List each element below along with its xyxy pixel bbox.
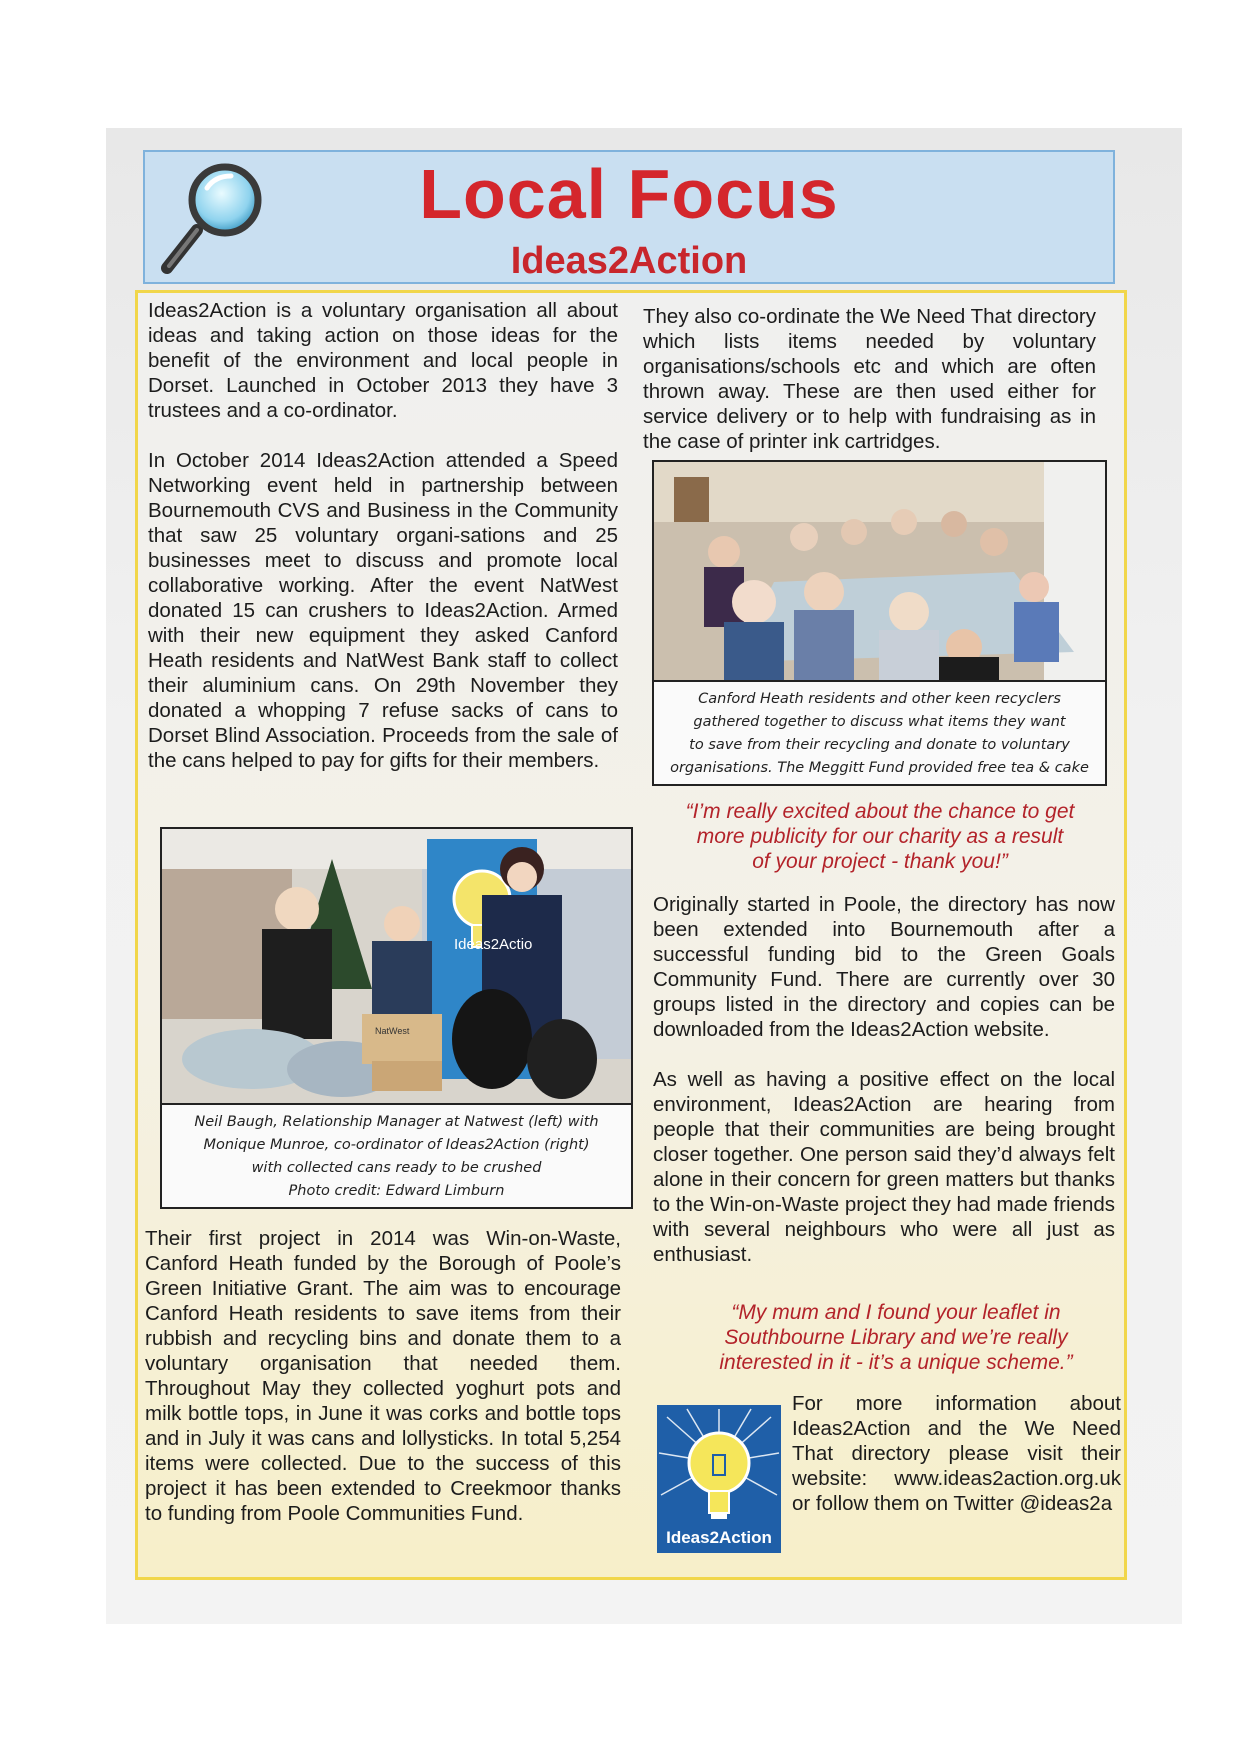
caption-line: Monique Munroe, co-ordinator of Ideas2Action (right): [203, 1137, 590, 1153]
caption-line: to save from their recycling and donate to voluntary: [689, 737, 1070, 753]
recyclers-photo: [652, 460, 1107, 682]
caption-line: with collected cans ready to be crushed: [251, 1160, 542, 1176]
caption-line: Canford Heath residents and other keen recyclers: [698, 691, 1061, 707]
box-label-text: NatWest: [375, 1026, 410, 1036]
paragraph-win-on-waste: Their first project in 2014 was Win-on-Waste, Canford Heath funded by the Borough of Poole’s Green Initiative Grant. The aim was to encourage Canford Heath residents to save items from their rubbish and recycling bins and donate them to a voluntary organisation that needed them. Throughout May they collected yoghurt pots and milk bottle tops, in June it was corks and bottle tops and in July it was cans and lollysticks. In total 5,254 items were collected. Due to the success of this project it has been extended to Creekmoor thanks to funding from Poole Communities Fund.: [145, 1227, 621, 1525]
left-column-project: [145, 1226, 621, 1551]
paragraph-we-need-that: They also co-ordinate the We Need That directory which lists items needed by voluntary organisations/schools etc and which are often thrown away. These are then used either for service delivery or to help with fundraising as in the case of printer ink cartridges.: [643, 305, 1096, 453]
quote-charity: [660, 799, 1100, 874]
paragraph-bournemouth-expansion: Originally started in Poole, the directory has now been extended into Bournemouth after a successful funding bid to the Green Goals Community Fund. There are currently over 30 groups listed in the directory and copies can be downloaded from the Ideas2Action website.: [653, 893, 1115, 1041]
recyclers-photo-caption: [652, 680, 1107, 786]
quote-line: interested in it - it’s a unique scheme.”: [719, 1351, 1073, 1374]
paragraph-community-effect: As well as having a positive effect on the local environment, Ideas2Action are hearing from people that their communities are being brought closer together. One person said they’d always felt alone in their concern for green matters but thanks to the Win-on-Waste project they had made friends with several neighbours who were all just as enthusiast.: [653, 1068, 1115, 1266]
quote-line: of your project - thank you!”: [752, 850, 1008, 873]
quote-line: Southbourne Library and we’re really: [724, 1326, 1068, 1349]
caption-line: Neil Baugh, Relationship Manager at Natwest (left) with: [194, 1114, 599, 1130]
left-column-intro: [148, 298, 618, 798]
caption-line: organisations. The Meggitt Fund provided free tea & cake: [670, 760, 1089, 776]
paragraph-intro: Ideas2Action is a voluntary organisation all about ideas and taking action on those ideas for the benefit of the environment and local people in Dorset. Launched in October 2013 they have 3 trustees and a co-ordinator.: [148, 299, 618, 422]
natwest-photo-caption: [160, 1103, 633, 1209]
natwest-photo: [160, 827, 633, 1105]
right-column-growth: [653, 892, 1115, 1292]
quote-line: “My mum and I found your leaflet in: [731, 1301, 1061, 1324]
header-banner: [143, 150, 1115, 284]
paragraph-speed-networking: In October 2014 Ideas2Action attended a Speed Networking event held in partnership between Bournemouth CVS and Business in the Community that saw 25 voluntary organi-sations and 25 businesses meet to discuss and promote local collaborative working. After the event NatWest donated 15 can crushers to Ideas2Action. Armed with their new equipment they asked Canford Heath residents and NatWest Bank staff to collect their aluminium cans. On 29th November they donated a whopping 7 refuse sacks of cans to Dorset Blind Association. Proceeds from the sale of the cans helped to pay for gifts for their members.: [148, 449, 618, 772]
paragraph-contact: For more information about Ideas2Action and the We Need That directory please visit their website: www.ideas2action.org.uk or follow them on Twitter @ideas2a: [792, 1392, 1121, 1515]
quote-southbourne: [676, 1300, 1116, 1375]
ideas2action-logo: [657, 1405, 781, 1553]
contact-info: [792, 1391, 1121, 1541]
logo-text: Ideas2Action: [666, 1528, 772, 1547]
quote-line: “I’m really excited about the chance to get: [685, 800, 1075, 823]
photo-banner-text: Ideas2Actio: [454, 936, 533, 953]
caption-line: gathered together to discuss what items they want: [693, 714, 1066, 730]
quote-line: more publicity for our charity as a result: [696, 825, 1064, 848]
page-title: Local Focus: [419, 155, 839, 233]
right-column-directory: [643, 304, 1096, 479]
page-subtitle: Ideas2Action: [510, 240, 748, 282]
caption-line: Photo credit: Edward Limburn: [288, 1183, 505, 1199]
